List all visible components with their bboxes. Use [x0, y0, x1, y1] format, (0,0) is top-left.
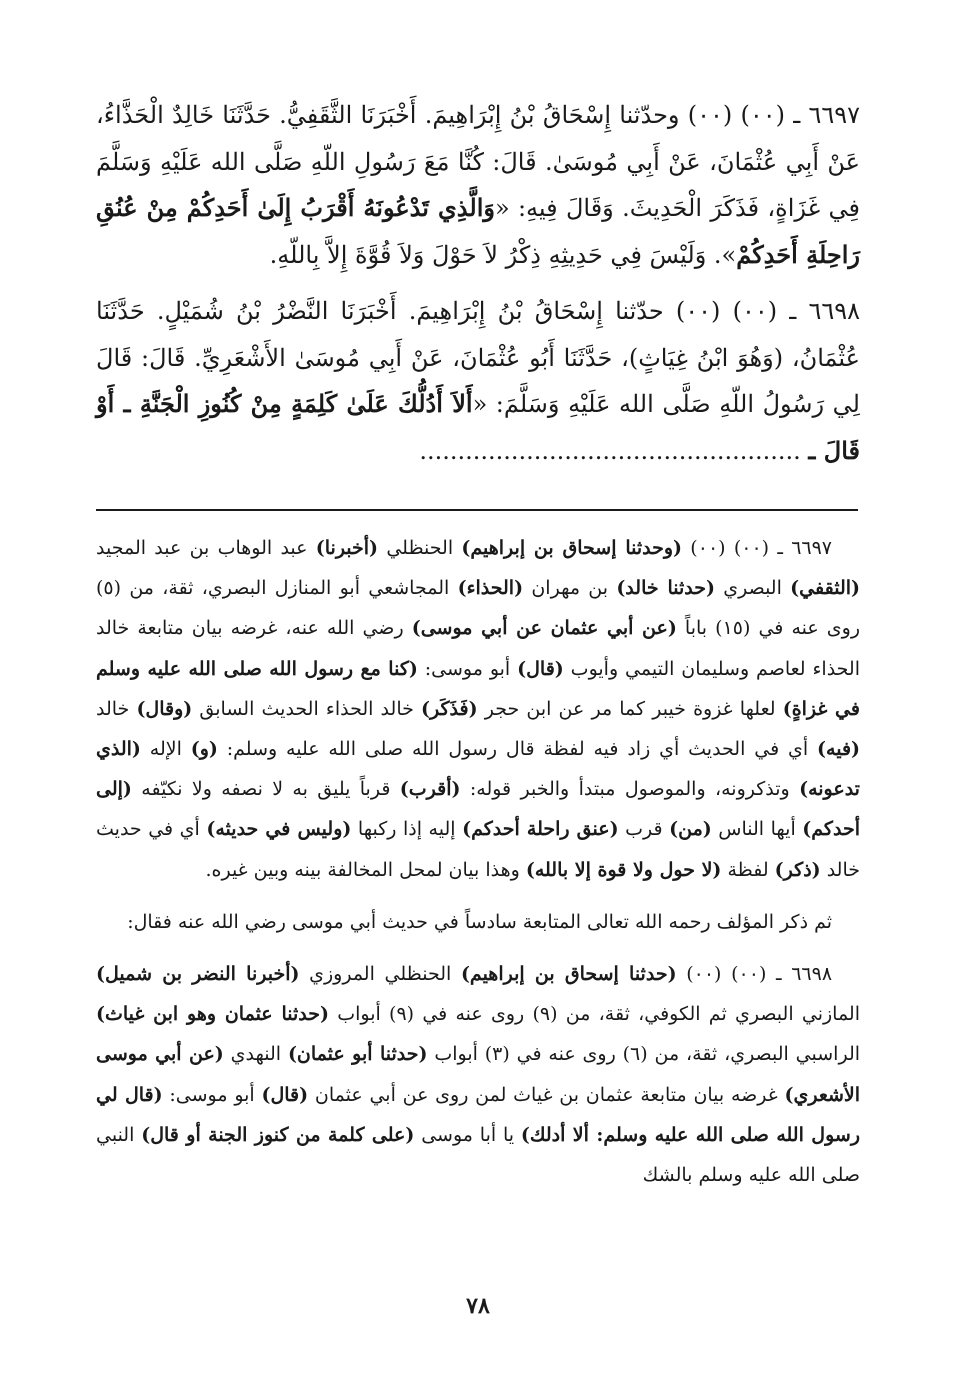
hadith-6698-quote: أَلاَ أَدُلُّكَ عَلَىٰ كَلِمَةٍ مِنْ كُنُوزِ الْجَنَّةِ ـ أَوْ قَالَ ـ [96, 389, 860, 465]
commentary-paragraph [96, 954, 860, 1195]
commentary-bold-phrase: (حدثنا أبو عثمان) [287, 1043, 428, 1066]
commentary-bold-phrase: (عن أبي عثمان عن أبي موسى) [411, 617, 677, 640]
commentary-bold-phrase: (فَذَكَر) [421, 697, 478, 720]
commentary-bold-phrase: (وقال) [136, 697, 193, 720]
commentary-bold-phrase: (كنا مع رسول الله صلى الله عليه وسلم في غزاةٍ) [96, 657, 860, 720]
commentary-bold-phrase: (حدثنا إسحاق بن إبراهيم) [460, 963, 677, 986]
commentary-text-run: خالد [96, 697, 137, 720]
commentary-bold-phrase: (و) [190, 738, 218, 761]
commentary-bold-phrase: (لا حول ولا قوة إلا بالله) [525, 858, 722, 881]
commentary-text-run: المازني البصري ثم الكوفي، ثقة، من (٩) روى عنه في (٩) أبواب [328, 1003, 860, 1026]
commentary-text-run: أي في الحديث أي زاد فيه لفظة قال رسول الله صلى الله عليه وسلم: [217, 738, 818, 761]
commentary-text-run: وتذكرونه، والموصول مبتدأ والخبر قوله: [460, 778, 800, 801]
commentary-bold-phrase: (أخبرنا النضر بن شميل) [96, 963, 300, 986]
commentary-text-run: إليه إذا ركبها [351, 818, 463, 841]
commentary-text-run: الحنظلي المروزي [299, 963, 461, 986]
commentary-bold-phrase: (وحدثنا إسحاق بن إبراهيم) [461, 537, 683, 559]
commentary-text-run: وهذا بيان لمحل المخالفة بينه وبين غيره. [205, 858, 526, 881]
commentary-bold-phrase: (عن أبي موسى الأشعري) [96, 1043, 861, 1106]
commentary-text-run: البصري [714, 577, 791, 600]
hadith-6697-seg: ٦٦٩٧ ـ (٠٠) (٠٠) وحدّثنا إِسْحَاقُ بْنُ إِبْرَاهِيمَ. أَخْبَرَنَا الثَّقَفِيُّ. حَدَّثَنَا خَالِدٌ الْحَذَّاءُ، عَنْ أَبِي عُثْمَانَ، عَنْ أَبِي مُوسَىٰ. قَالَ: كُنَّا مَعَ رَسُولِ اللّهِ صَلَّى الله عَلَيْهِ وَسَلَّمَ فِي غَزَاةٍ، فَذَكَرَ الْحَدِيثَ. وَقَالَ فِيهِ: « [96, 101, 860, 222]
commentary-text-run: لعلها غزوة خيبر كما مر عن ابن حجر [477, 697, 783, 720]
commentary-text-run: بن مهران [523, 577, 617, 600]
commentary-bold-phrase: (قال) [261, 1083, 309, 1106]
commentary-text-run: ٦٦٩٨ ـ (٠٠) (٠٠) [676, 963, 833, 986]
commentary-bold-phrase: (الذي تدعونه) [96, 738, 860, 801]
commentary-bold-phrase: (وليس في حديثه) [206, 818, 352, 841]
commentary-paragraph [96, 528, 860, 890]
commentary-text-run: أبو موسى: [417, 657, 518, 680]
commentary-text-run: ثم ذكر المؤلف رحمه الله تعالى المتابعة سادساً في حديث أبي موسى رضي الله عنه فقال: [127, 910, 832, 933]
commentary-bold-phrase: (إلى أحدكم) [96, 778, 860, 841]
commentary-bold-phrase: (أقرب) [399, 778, 461, 801]
commentary-text-run: عبد الوهاب بن عبد المجيد [96, 537, 316, 559]
commentary-text-run: أبو موسى: [162, 1083, 262, 1106]
commentary-bold-phrase: (حدثنا عثمان وهو ابن غياث) [96, 1003, 329, 1026]
commentary-text [96, 528, 860, 1207]
commentary-text-run: يا أبا موسى [414, 1123, 521, 1146]
commentary-bold-phrase: (فيه) [817, 738, 861, 761]
hadith-6697 [96, 92, 860, 278]
commentary-bold-phrase: (الحذاء) [457, 577, 524, 600]
commentary-bold-phrase: (عنق راحلة أحدكم) [462, 818, 619, 841]
commentary-bold-phrase: (الثقفي) [790, 577, 860, 600]
commentary-bold-phrase: (قال لي رسول الله صلى الله عليه وسلم: ألا أدلك) [96, 1083, 860, 1146]
commentary-bold-phrase: (على كلمة من كنوز الجنة أو قال) [141, 1123, 415, 1146]
hadith-6698-seg: ٦٦٩٨ ـ (٠٠) (٠٠) حدّثنا إِسْحَاقُ بْنُ إِبْرَاهِيمَ. أَخْبَرَنَا النَّضْرُ بْنُ شُمَيْلٍ. حَدَّثَنَا عُثْمَانُ، (وَهُوَ ابْنُ غِيَاثٍ)، حَدَّثَنَا أَبُو عُثْمَانَ، عَنْ أَبِي مُوسَىٰ الأَشْعَرِيِّ. قَالَ: قَالَ لِي رَسُولُ اللّهِ صَلَّى الله عَلَيْهِ وَسَلَّمَ: « [96, 297, 860, 418]
commentary-text-run: النهدي [223, 1043, 288, 1066]
commentary-text-run: أيها الناس [711, 818, 803, 841]
commentary-bold-phrase: (أخبرنا) [315, 537, 379, 559]
commentary-bold-phrase: (ذكر) [774, 858, 821, 881]
hadith-6697-quote: وَالَّذِي تَدْعُونَهُ أَقْرَبُ إِلَىٰ أَحَدِكُمْ مِنْ عُنُقِ رَاحِلَةِ أَحَدِكُمْ [96, 193, 860, 269]
commentary-paragraph [96, 902, 860, 942]
commentary-text-run: الإله [140, 738, 191, 761]
hadith-6698 [96, 288, 860, 474]
commentary-text-run: لفظة [721, 858, 775, 881]
commentary-text-run: خالد الحذاء الحديث السابق [192, 697, 421, 720]
commentary-text-run: غرضه بيان متابعة عثمان بن غياث لمن روى عن أبي عثمان [308, 1083, 785, 1106]
commentary-bold-phrase: (حدثنا خالد) [616, 577, 715, 600]
commentary-text-run: النبي صلى الله عليه وسلم بالشك [96, 1123, 860, 1187]
commentary-text-run: أي في حديث خالد [96, 818, 860, 881]
footnote-divider [96, 509, 858, 511]
commentary-text-run: قرباً يليق به لا نصفه ولا نكيّفه [131, 778, 400, 801]
hadith-6697-seg: ». وَلَيْسَ فِي حَدِيثِهِ ذِكْرُ لاَ حَوْلَ وَلاَ قُوَّةَ إِلاَّ بِاللّهِ. [269, 240, 737, 269]
commentary-text-run: الحنظلي [378, 537, 462, 559]
commentary-bold-phrase: (قال) [517, 657, 564, 680]
commentary-text-run: الراسبي البصري، ثقة، من (٦) روى عنه في (٣) أبواب [427, 1043, 861, 1066]
commentary-text-run: ٦٦٩٧ ـ (٠٠) (٠٠) [682, 537, 833, 559]
commentary-text-run: رضي الله عنه، غرضه بيان متابعة خالد الحذاء لعاصم وسليمان التيمي وأيوب [96, 617, 860, 680]
hadith-text [96, 92, 860, 484]
page-number: ٧٨ [466, 1293, 490, 1319]
hadith-6698-seg: .................................................. [419, 436, 809, 465]
commentary-bold-phrase: (من) [669, 818, 712, 841]
commentary-text-run: قرب [618, 818, 670, 841]
commentary-text-run: المجاشعي أبو المنازل البصري، ثقة، من (٥) روى عنه في (١٥) باباً [96, 577, 860, 640]
